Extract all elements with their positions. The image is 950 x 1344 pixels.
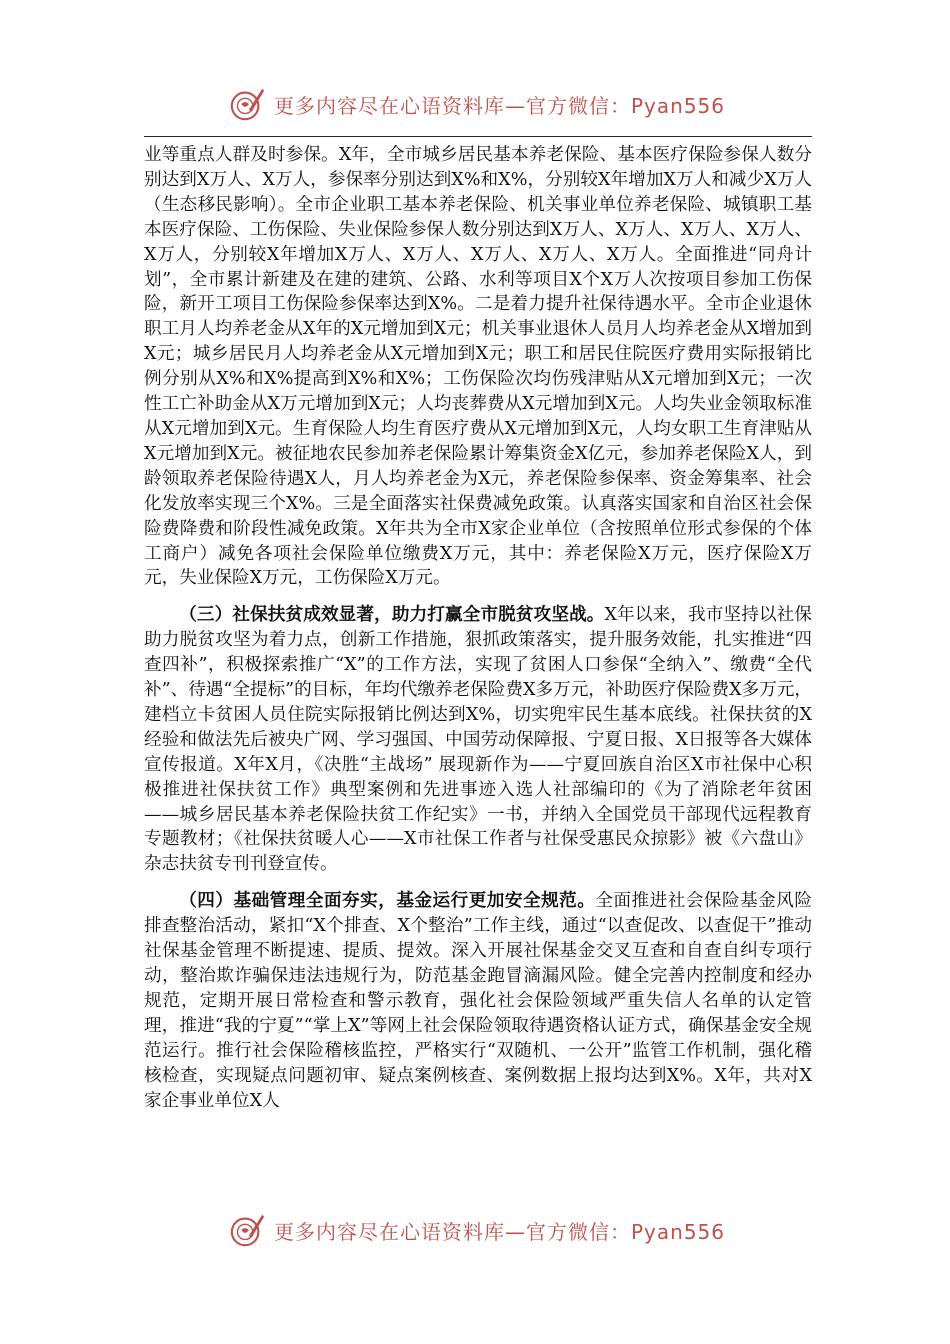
header-watermark-text: 更多内容尽在心语资料库—官方微信：Pyan556 <box>274 93 726 118</box>
header-watermark-banner <box>0 78 950 128</box>
paragraph-continued: 业等重点人群及时参保。X年，全市城乡居民基本养老保险、基本医疗保险参保人数分别达到X万人、X万人，参保率分别达到X%和X%，分别较X年增加X万人和减少X万人（生态移民影响）。全市企业职工基本养老保险、机关事业单位养老保险、城镇职工基本医疗保险、工伤保险、失业保险参保人数分别达到X万人、X万人、X万人、X万人、X万人，分别较X年增加X万人、X万人、X万人、X万人、X万人。全面推进“同舟计划”，全市累计新建及在建的建筑、公路、水利等项目X个X万人次按项目参加工伤保险，新开工项目工伤保险参保率达到X%。二是着力提升社保待遇水平。全市企业退休职工月人均养老金从X年的X元增加到X元；机关事业退休人员月人均养老金从X增加到X元；城乡居民月人均养老金从X元增加到X元；职工和居民住院医疗费用实际报销比例分别从X%和X%提高到X%和X%；工伤保险次均伤残津贴从X元增加到X元；一次性工亡补助金从X万元增加到X元；人均丧葬费从X元增加到X元。人均失业金领取标准从X元增加到X元。生育保险人均生育医疗费从X元增加到X元，人均女职工生育津贴从X元增加到X元。被征地农民参加养老保险累计筹集资金X亿元，参加养老保险X人，到龄领取养老保险待遇X人，月人均养老金为X元，养老保险参保率、资金筹集率、社会化发放率实现三个X%。三是全面落实社保费减免政策。认真落实国家和自治区社会保险费降费和阶段性减免政策。X年共为全市X家企业单位（含按照单位形式参保的个体工商户）减免各项社会保险单位缴费X万元，其中：养老保险X万元，医疗保险X万元，失业保险X万元，工伤保险X万元。 <box>144 145 812 589</box>
footer-watermark-banner <box>0 1204 950 1254</box>
quill-seal-icon <box>228 85 266 123</box>
section-3-text: X年以来，我市坚持以社保助力脱贫攻坚为着力点，创新工作措施，狠抓政策落实，提升服务效能，扎实推进“四查四补”，积极探索推广“X”的工作方法，实现了贫困人口参保“全纳入”、缴费“全代补”、待遇“全提标”的目标，年均代缴养老保险费X多万元，补助医疗保险费X多万元，建档立卡贫困人员住院实际报销比例达到X%，切实兜牢民生基本底线。社保扶贫的X经验和做法先后被央广网、学习强国、中国劳动保障报、宁夏日报、X日报等各大媒体宣传报道。X年X月，《决胜“主战场” 展现新作为——宁夏回族自治区X市社保中心积极推进社保扶贫工作》典型案例和先进事迹入选人社部编印的《为了消除老年贫困——城乡居民基本养老保险扶贫工作纪实》一书，并纳入全国党员干部现代远程教育专题教材；《社保扶贫暖人心——X市社保工作者与社保受惠民众掠影》被《六盘山》杂志扶贫专刊刊登宣传。 <box>144 605 812 875</box>
footer-watermark-text: 更多内容尽在心语资料库—官方微信：Pyan556 <box>274 1219 726 1244</box>
section-4-heading: （四）基础管理全面夯实，基金运行更加安全规范。 <box>179 890 596 912</box>
section-4-paragraph <box>144 889 812 1113</box>
section-3-heading: （三）社保扶贫成效显著，助力打赢全市脱贫攻坚战。 <box>179 604 605 626</box>
document-body <box>144 143 812 1113</box>
section-3-paragraph <box>144 603 812 877</box>
section-4-text: 全面推进社会保险基金风险排查整治活动，紧扣“X个排查、X个整治”工作主线，通过“以查促改、以查促干”推动社保基金管理不断提速、提质、提效。深入开展社保基金交叉互查和自查自纠专项行动，整治欺诈骗保违法违规行为，防范基金跑冒滴漏风险。健全完善内控制度和经办规范，定期开展日常检查和警示教育，强化社会保险领域严重失信人名单的认定管理，推进“我的宁夏”“掌上X”等网上社会保险领取待遇资格认证方式，确保基金安全规范运行。推行社会保险稽核监控，严格实行“双随机、一公开”监管工作机制，强化稽核检查，实现疑点问题初审、疑点案例核查、案例数据上报均达到X%。X年，共对X家企事业单位X人 <box>144 891 812 1111</box>
header-divider <box>144 136 812 137</box>
quill-seal-icon <box>228 1211 266 1249</box>
